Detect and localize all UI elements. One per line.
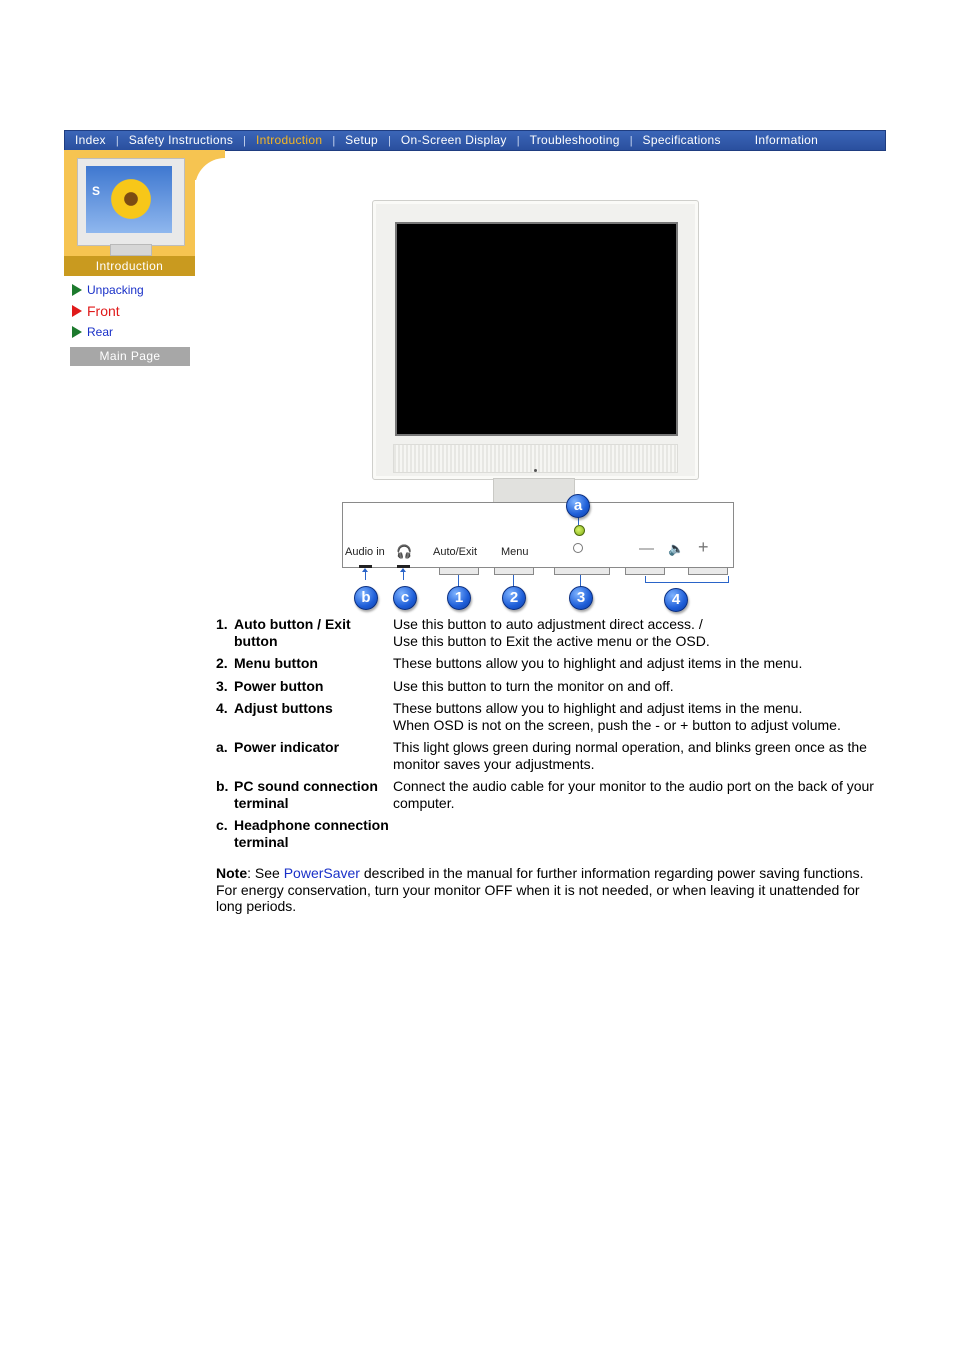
row-term: Auto button / Exit button <box>234 616 351 649</box>
logo-letter: S <box>92 184 101 198</box>
description-line: Use this button to Exit the active menu or the OSD. <box>393 632 710 649</box>
power-button[interactable] <box>554 567 610 575</box>
sidebar-section-title: Introduction <box>64 256 195 276</box>
row-key <box>216 616 393 649</box>
play-arrow-icon <box>72 326 82 338</box>
description-line: When OSD is not on the screen, push the - or + button to adjust volume. <box>393 716 841 733</box>
speaker-icon: 🔈 <box>668 541 685 556</box>
row-description <box>393 817 876 850</box>
description-line: This light glows green during normal operation, and blinks green once as the monitor saves your adjustments. <box>393 739 867 772</box>
row-description <box>393 739 876 772</box>
row-description <box>393 678 876 695</box>
table-row <box>216 817 876 850</box>
minus-button[interactable] <box>625 567 665 575</box>
row-description <box>393 616 876 649</box>
row-term: PC sound connection terminal <box>234 778 378 811</box>
headphone-icon: 🎧 <box>396 544 413 559</box>
arrow-b <box>365 572 366 580</box>
row-term: Menu button <box>234 655 318 671</box>
sidebar-item-unpacking[interactable] <box>72 279 144 300</box>
nav-troubleshooting[interactable]: Troubleshooting <box>529 133 620 147</box>
note-post: described in the manual for further information regarding power saving functions. For energy conservation, turn your monitor OFF when it is not needed, or when leaving it unattended for long periods. <box>216 865 864 914</box>
nav-index[interactable]: Index <box>75 133 106 147</box>
minus-icon: — <box>639 540 654 557</box>
description-line: Use this button to turn the monitor on and off. <box>393 677 674 694</box>
nav-on-screen-display[interactable]: On-Screen Display <box>400 133 507 147</box>
plus-icon: + <box>698 537 709 557</box>
row-key <box>216 655 393 672</box>
description-line: These buttons allow you to highlight and adjust items in the menu. <box>393 700 803 716</box>
row-number: 4. <box>216 700 228 716</box>
callout-2: 2 <box>502 586 526 610</box>
description-line: Use this button to auto adjustment direct access. / <box>393 616 703 632</box>
row-key <box>216 817 393 850</box>
row-number: 3. <box>216 677 228 694</box>
row-description <box>393 655 876 672</box>
table-row <box>216 678 876 695</box>
monitor-screen <box>395 222 678 436</box>
sidebar-item-label: Rear <box>87 324 114 339</box>
nav-separator: | <box>516 134 520 147</box>
table-row <box>216 778 876 811</box>
sidebar-item-label: Front <box>87 302 120 319</box>
callout-3: 3 <box>569 586 593 610</box>
top-nav-bar <box>64 130 886 151</box>
menu-label: Menu <box>501 546 529 558</box>
row-number: b. <box>216 778 229 794</box>
row-number: 2. <box>216 655 228 671</box>
row-key <box>216 700 393 733</box>
power-indicator-led <box>574 525 585 536</box>
table-row <box>216 739 876 772</box>
play-arrow-icon <box>72 284 82 296</box>
sidebar-monitor-image <box>77 158 185 246</box>
row-number: 1. <box>216 616 228 632</box>
nav-specifications[interactable]: Specifications <box>642 133 721 147</box>
power-icon <box>573 543 583 553</box>
callout-c: c <box>393 586 417 610</box>
callout-a: a <box>566 494 590 518</box>
row-key <box>216 678 393 695</box>
description-table <box>216 616 876 856</box>
audio-in-label: Audio in <box>345 546 385 558</box>
auto-exit-button[interactable] <box>439 567 479 575</box>
arrow-c <box>403 572 404 580</box>
row-term: Headphone connection terminal <box>234 817 389 850</box>
note-pre: : See <box>247 865 284 881</box>
nav-separator: | <box>332 134 336 147</box>
sidebar-monitor-stand <box>110 244 152 256</box>
main-page-button[interactable]: Main Page <box>70 347 190 366</box>
nav-separator: | <box>115 134 119 147</box>
sidebar-monitor-screen <box>86 166 172 233</box>
auto-exit-label: Auto/Exit <box>433 546 478 558</box>
sidebar-item-front[interactable] <box>72 300 144 321</box>
sidebar-curve-decoration <box>195 150 225 180</box>
table-row <box>216 655 876 672</box>
play-arrow-icon <box>72 305 82 317</box>
menu-button[interactable] <box>494 567 534 575</box>
callout-4: 4 <box>664 588 688 612</box>
row-key <box>216 778 393 811</box>
row-description <box>393 778 876 811</box>
table-row <box>216 700 876 733</box>
callout-1: 1 <box>447 586 471 610</box>
nav-separator: | <box>388 134 391 147</box>
sidebar-item-rear[interactable] <box>72 321 144 342</box>
monitor-stand <box>493 478 575 504</box>
note-label: Note <box>216 865 248 881</box>
note-paragraph <box>216 865 866 915</box>
monitor-sensor-dot <box>534 469 537 472</box>
callout-b: b <box>354 586 378 610</box>
sidebar-item-label: Unpacking <box>87 282 144 297</box>
flower-image <box>108 176 154 222</box>
nav-safety-instructions[interactable]: Safety Instructions <box>128 133 234 147</box>
row-term: Power button <box>234 677 324 694</box>
row-number: a. <box>216 739 228 755</box>
sidebar-sub-nav <box>72 279 144 342</box>
row-description <box>393 700 876 733</box>
nav-information[interactable]: Information <box>754 133 819 147</box>
nav-separator: | <box>243 134 246 147</box>
nav-separator: | <box>629 134 633 147</box>
table-row <box>216 616 876 649</box>
description-line: These buttons allow you to highlight and adjust items in the menu. <box>393 655 803 671</box>
nav-introduction[interactable]: Introduction <box>256 133 323 147</box>
nav-setup[interactable]: Setup <box>345 133 379 147</box>
row-number: c. <box>216 817 228 833</box>
row-term: Power indicator <box>234 739 340 755</box>
connector-4-bracket <box>645 576 729 583</box>
description-line: Connect the audio cable for your monitor to the audio port on the back of your computer. <box>393 778 874 811</box>
monitor-front-illustration <box>372 200 699 480</box>
powersaver-link[interactable]: PowerSaver <box>283 865 360 881</box>
plus-button[interactable] <box>688 567 728 575</box>
control-panel-closeup <box>342 502 734 568</box>
row-key <box>216 739 393 772</box>
row-term: Adjust buttons <box>234 700 333 716</box>
